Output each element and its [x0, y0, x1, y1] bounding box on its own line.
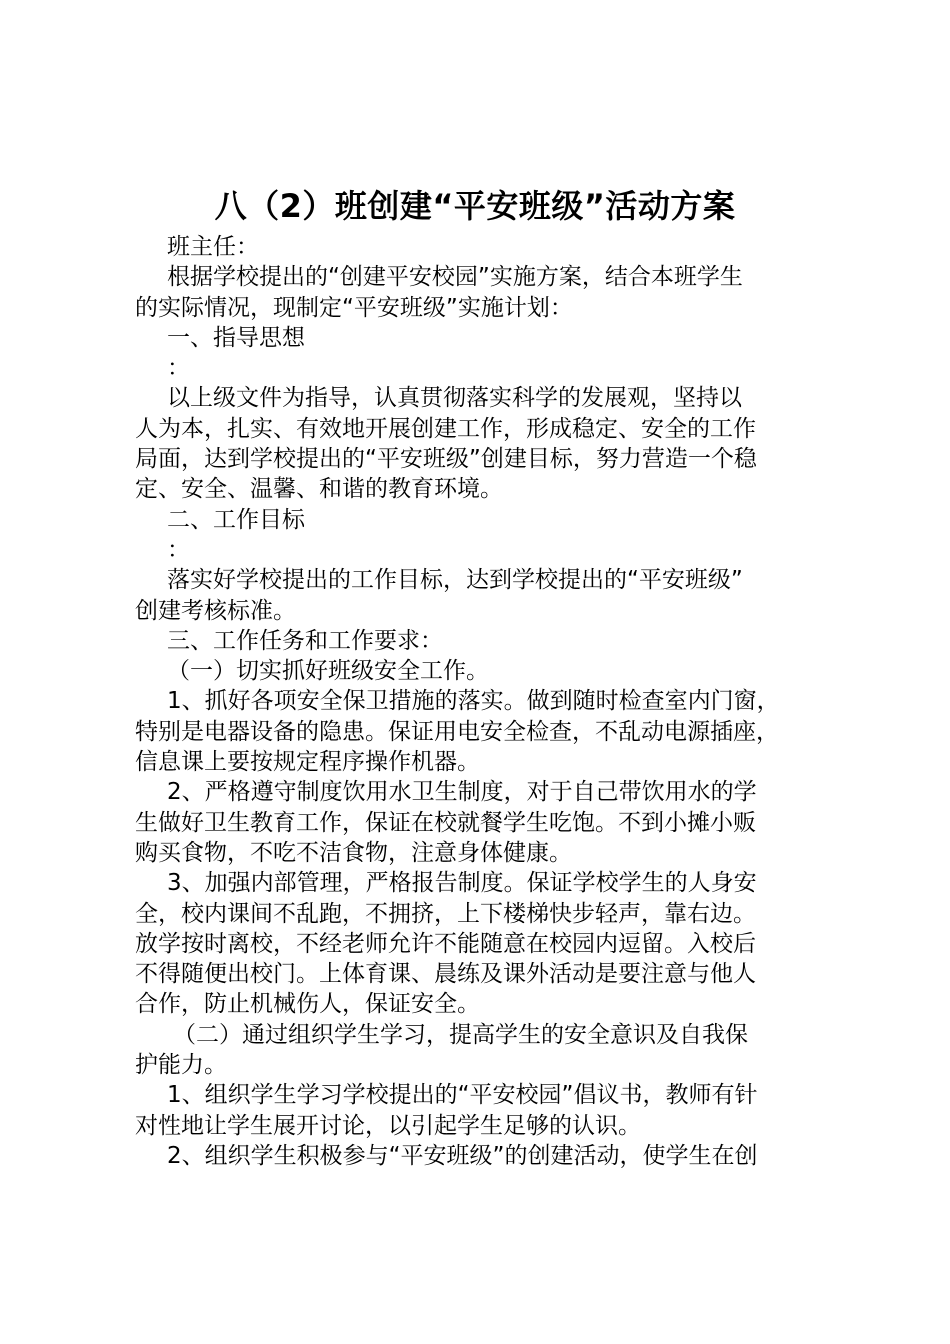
sub1-item2-line-3: 购买食物，不吃不洁食物，注意身体健康。 — [135, 839, 572, 866]
section3-sub1-item1 — [135, 686, 855, 777]
sub1-item3-line-3: 放学按时离校，不经老师允许不能随意在校园内逗留。入校后 — [135, 930, 756, 957]
document-title: 八（2）班创建“平安班级”活动方案 — [214, 187, 736, 225]
section1-heading: 一、指导思想 — [167, 324, 305, 351]
section3-heading: 三、工作任务和工作要求： — [167, 627, 443, 654]
section1-line-1: 以上级文件为指导，认真贯彻落实科学的发展观，坚持以 — [167, 385, 742, 412]
sub1-item1-line-3: 信息课上要按规定程序操作机器。 — [135, 749, 480, 776]
section2-line-2: 创建考核标准。 — [135, 597, 296, 624]
section2-heading: 二、工作目标 — [167, 506, 305, 533]
sub1-item3-line-2: 全，校内课间不乱跑，不拥挤，上下楼梯快步轻声，靠右边。 — [135, 900, 756, 927]
sub2-heading-line-1: （二）通过组织学生学习，提高学生的安全意识及自我保 — [173, 1021, 748, 1048]
section3-sub2-item2 — [135, 1141, 855, 1171]
section3-sub1-item2 — [135, 777, 855, 868]
sub1-item3-line-4: 不得随便出校门。上体育课、晨练及课外活动是要注意与他人 — [135, 961, 756, 988]
sub2-item2-line-1: 2、组织学生积极参与“平安班级”的创建活动，使学生在创 — [167, 1142, 758, 1169]
sub1-item1-line-1: 1、抓好各项安全保卫措施的落实。做到随时检查室内门窗， — [167, 688, 780, 715]
sub2-heading-line-2: 护能力。 — [135, 1052, 227, 1079]
section1-line-3: 局面，达到学校提出的“平安班级”创建目标，努力营造一个稳 — [135, 446, 757, 473]
section3-sub2-item1 — [135, 1080, 855, 1141]
section2-line-1: 落实好学校提出的工作目标，达到学校提出的“平安班级” — [167, 567, 743, 594]
document-body — [135, 232, 855, 1171]
section3-sub2-heading — [135, 1020, 855, 1081]
teacher-label: 班主任： — [167, 234, 259, 260]
section3-sub1-item3 — [135, 868, 855, 1019]
section3-sub1-heading: （一）切实抓好班级安全工作。 — [167, 658, 489, 685]
intro-line-1: 根据学校提出的“创建平安校园”实施方案，结合本班学生 — [167, 264, 743, 291]
section1-line-4: 定、安全、温馨、和谐的教育环境。 — [135, 476, 503, 503]
sub2-item1-line-1: 1、组织学生学习学校提出的“平安校园”倡议书，教师有针 — [167, 1082, 758, 1109]
sub1-item3-line-1: 3、加强内部管理，严格报告制度。保证学校学生的人身安 — [167, 870, 757, 897]
section1-paragraph — [135, 383, 855, 504]
section1-line-2: 人为本，扎实、有效地开展创建工作，形成稳定、安全的工作 — [135, 415, 756, 442]
sub1-item2-line-2: 生做好卫生教育工作，保证在校就餐学生吃饱。不到小摊小贩 — [135, 809, 756, 836]
section1-colon: ： — [167, 355, 190, 382]
intro-line-2: 的实际情况，现制定“平安班级”实施计划： — [135, 294, 573, 321]
sub1-item2-line-1: 2、严格遵守制度饮用水卫生制度，对于自己带饮用水的学 — [167, 779, 757, 806]
section2-colon: ： — [167, 536, 190, 563]
sub1-item1-line-2: 特别是电器设备的隐患。保证用电安全检查，不乱动电源插座， — [135, 718, 779, 745]
sub1-item3-line-5: 合作，防止机械伤人，保证安全。 — [135, 991, 480, 1018]
intro-paragraph — [135, 262, 855, 323]
sub2-item1-line-2: 对性地让学生展开讨论，以引起学生足够的认识。 — [135, 1112, 641, 1139]
section2-paragraph — [135, 565, 855, 626]
